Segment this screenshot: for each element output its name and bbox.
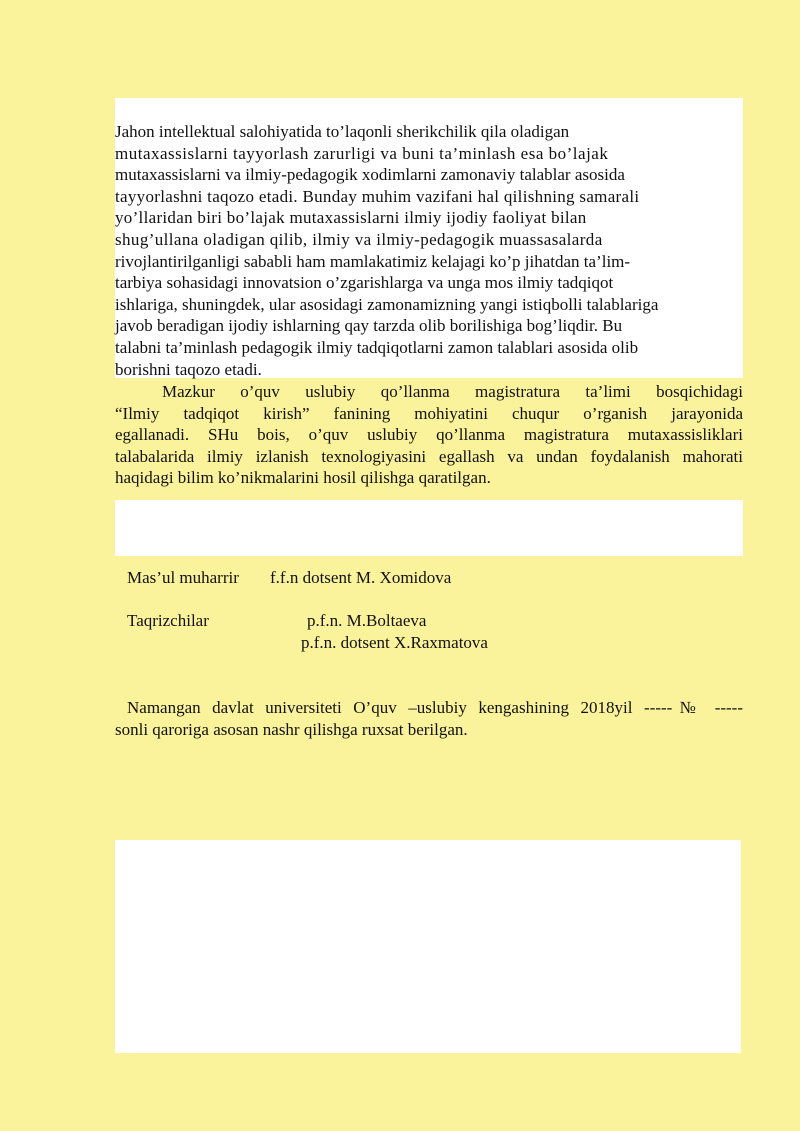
blank-box — [115, 840, 741, 1053]
approval-note — [115, 697, 743, 741]
reviewer-name: p.f.n. M.Boltaeva — [307, 611, 427, 630]
text-line: tayyorlashni taqozo etadi. Bunday muhim vazifani hal qilishning samarali — [115, 186, 640, 206]
text-line: talabalarida ilmiy izlanish texnologiyasini egallash va undan foydalanish mahorati — [115, 446, 743, 466]
text-line: sonli qaroriga asosan nashr qilishga ruxsat berilgan. — [115, 720, 468, 739]
text-line: Jahon intellektual salohiyatida to’laqonli sherikchilik qila oladigan — [115, 122, 570, 141]
text-line: mutaxassislarni va ilmiy-pedagogik xodimlarni zamonaviy talablar asosida — [115, 165, 625, 185]
text-line: ishlariga, shuningdek, ular asosidagi zamonamizning yangi istiqbolli talablariga — [115, 294, 659, 314]
intro-paragraph — [115, 121, 743, 380]
text-line: talabni ta’minlash pedagogik ilmiy tadqiqotlarni zamon talablari asosida olib — [115, 337, 639, 357]
reviewer-name: p.f.n. dotsent X.Raxmatova — [301, 633, 488, 652]
text-line: egallanadi. SHu bois, o’quv uslubiy qo’llanma magistratura mutaxassisliklari — [115, 425, 743, 445]
editor-name: f.f.n dotsent M. Xomidova — [270, 568, 452, 587]
blank-box — [115, 500, 743, 556]
text-line: Namangan davlat universiteti O’quv –uslubiy kengashining 2018yil -----№ ----- — [127, 698, 743, 717]
text-line: rivojlantirilganligi sababli ham mamlakatimiz kelajagi ko’p jihatdan ta’lim- — [115, 251, 631, 271]
text-line: shug’ullana oladigan qilib, ilmiy va ilmiy-pedagogik muassasalarda — [115, 229, 603, 249]
text-line: haqidagi bilim ko’nikmalarini hosil qilishga qaratilgan. — [115, 468, 491, 488]
text-line: yo’llaridan biri bo’lajak mutaxassislarni ilmiy ijodiy faoliyat bilan — [115, 208, 587, 228]
summary-paragraph — [115, 381, 743, 489]
text-line: mutaxassislarni tayyorlash zarurligi va buni ta’minlash esa bo’lajak — [115, 143, 609, 163]
text-line: tarbiya sohasidagi innovatsion o’zgarishlarga va unga mos ilmiy tadqiqot — [115, 273, 614, 293]
reviewers-label: Taqrizchilar — [127, 611, 209, 630]
text-line: javob beradigan ijodiy ishlarning qay tarzda olib borilishiga bog’liqdir. Bu — [115, 316, 623, 336]
editor-label: Mas’ul muharrir — [127, 568, 239, 587]
text-line: Mazkur o’quv uslubiy qo’llanma magistratura ta’limi bosqichidagi — [162, 382, 743, 401]
text-line: “Ilmiy tadqiqot kirish” fanining mohiyatini chuqur o’rganish jarayonida — [115, 403, 743, 423]
text-line: borishni taqozo etadi. — [115, 359, 262, 379]
